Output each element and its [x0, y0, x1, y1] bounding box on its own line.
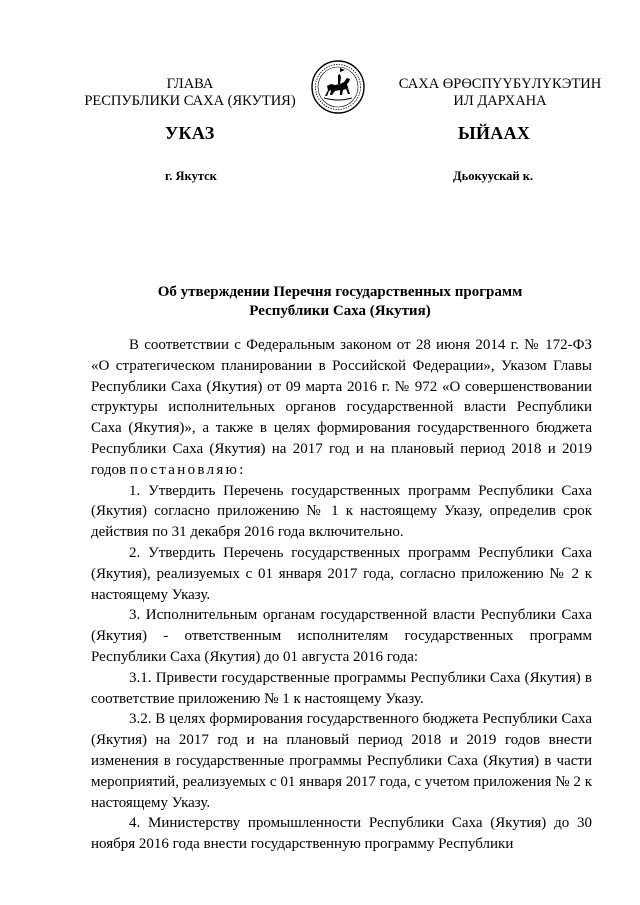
decree-body — [91, 335, 592, 855]
paragraph-3: 3. Исполнительным органам государственной власти Республики Саха (Якутия) - ответственным исполнителям государственных программ Республики Саха (Якутия) до 01 августа 2016 года: — [91, 607, 592, 665]
document-type-yakut: ЫЙААХ — [458, 123, 531, 143]
city-yakut: Дьокуускай к. — [453, 169, 534, 183]
intro-paragraph — [91, 335, 592, 481]
decree-word: постановляю: — [129, 461, 246, 478]
issuer-title: ГЛАВА — [166, 76, 214, 92]
issuer-header-yakut — [385, 76, 615, 110]
paragraph-3-1: 3.1. Привести государственные программы Республики Саха (Якутия) в соответствие приложению № 1 к настоящему Указу. — [91, 669, 592, 707]
paragraph-4: 4. Министерству промышленности Республики Саха (Якутия) до 30 ноября 2016 года внести государственную программу Республики — [91, 815, 592, 853]
issuer-region-yakut: САХА ӨРӨСПҮҮБҮЛҮКЭТИН — [398, 76, 602, 92]
decree-title-line-1: Об утверждении Перечня государственных программ — [157, 284, 523, 300]
paragraph-1: 1. Утвердить Перечень государственных программ Республики Саха (Якутия) согласно приложению № 1 к настоящему Указу, определив срок действия по 31 декабря 2016 года включительно. — [91, 482, 592, 541]
decree-title-line-2: Республики Саха (Якутия) — [249, 302, 431, 319]
issuer-title-yakut: ИЛ ДАРХАНА — [453, 93, 547, 109]
coat-of-arms-emblem-icon — [311, 60, 365, 114]
paragraph-3-2: 3.2. В целях формирования государственного бюджета Республики Саха (Якутия) на 2017 год и на плановый период 2018 и 2019 годов внести изменения в государственные программы Республики Саха (Якутия) в части мероприятий, реализуемых с 01 января 2017 года, с учетом приложения № 2 к настоящему Указу. — [91, 711, 592, 811]
issuer-header-russian — [80, 76, 300, 110]
city-russian: г. Якутск — [165, 169, 217, 183]
decree-title — [90, 283, 590, 320]
paragraph-2: 2. Утвердить Перечень государственных программ Республики Саха (Якутия), реализуемых с 01 января 2017 года, согласно приложению № 2 к настоящему Указу. — [91, 544, 592, 603]
intro-text: В соответствии с Федеральным законом от 28 июня 2014 г. № 172-ФЗ «О стратегическом планировании в Российской Федерации», Указом Главы Республики Саха (Якутия) от 09 марта 2016 г. № 972 «О совершенствовании структуры исполнительных органов государственной власти Республики Саха (Якутия)», а также в целях формирования государственного бюджета Республики Саха (Якутия) на 2017 год и на плановый период 2018 и 2019 годов — [91, 337, 592, 478]
document-type-russian: УКАЗ — [165, 123, 215, 143]
issuer-region: РЕСПУБЛИКИ САХА (ЯКУТИЯ) — [84, 93, 296, 109]
